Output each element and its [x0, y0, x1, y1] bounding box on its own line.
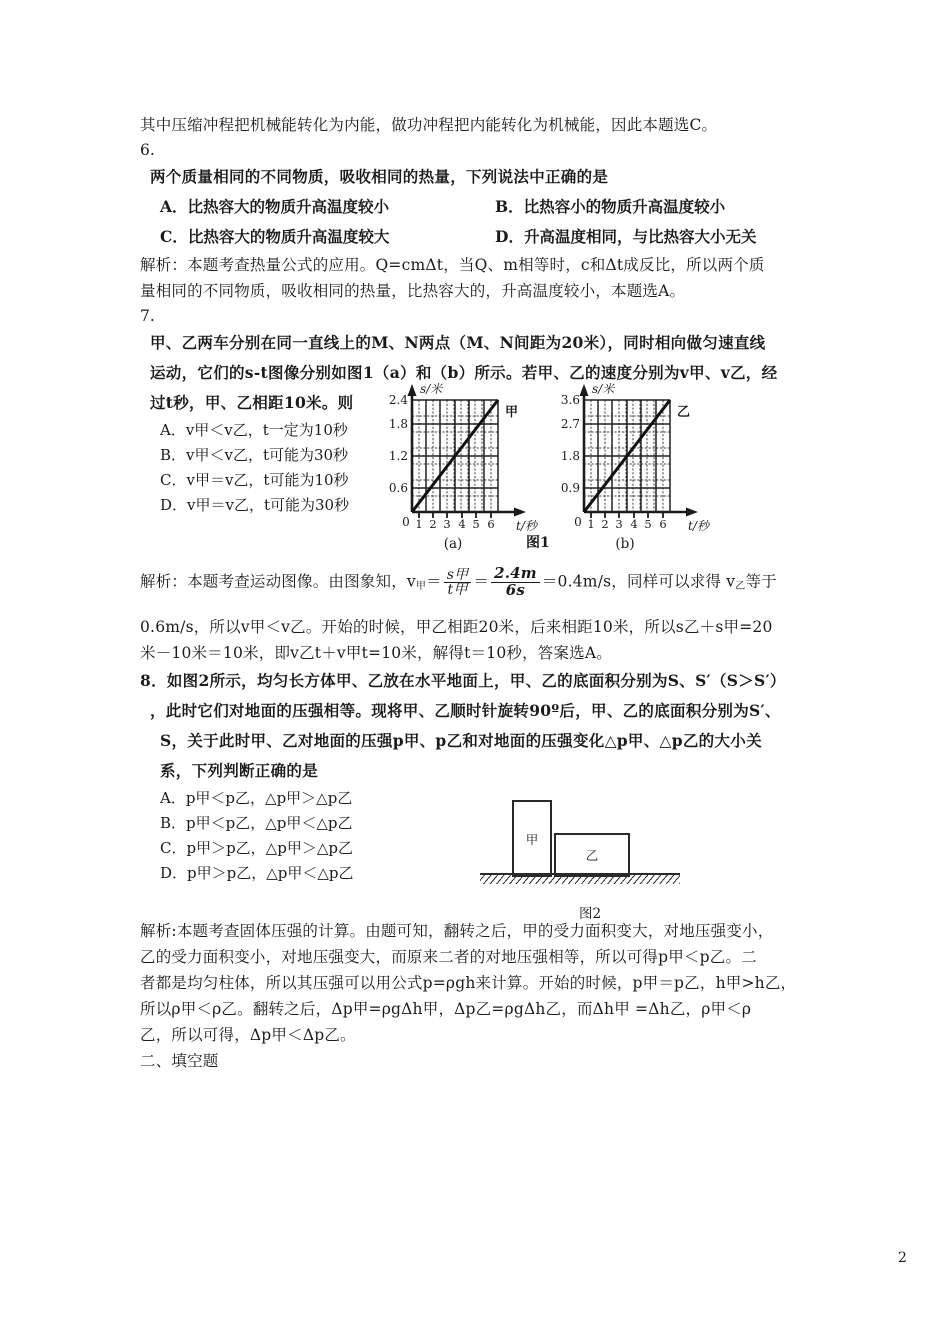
question-8-stem-line-1: 8．如图2所示，均匀长方体甲、乙放在水平地面上，甲、乙的底面积分别为S、S′（S＞S′）	[140, 671, 786, 690]
chart-b-series-label: 乙	[677, 405, 691, 420]
question-8-solution-line-3: 者都是均匀柱体，所以其压强可以用公式p=ρgh来计算。开始的时候，p甲＝p乙，h甲>h乙，	[140, 974, 797, 992]
question-6-solution-line-1: 解析：本题考查热量公式的应用。Q=cmΔt，当Q、m相等时，c和Δt成反比，所以两个质	[140, 256, 765, 274]
q7-eq1: ＝	[426, 572, 442, 591]
svg-text:5: 5	[644, 517, 652, 531]
q7-v-sub-jia: 甲	[415, 581, 427, 592]
question-8-body	[140, 786, 830, 922]
svg-text:1: 1	[415, 517, 423, 531]
chart-a-series-label: 甲	[505, 405, 519, 420]
svg-text:1: 1	[587, 517, 595, 531]
q7-eq2: ＝	[473, 572, 490, 591]
question-7-body	[140, 382, 830, 558]
svg-text:3.6: 3.6	[560, 393, 580, 407]
question-6-option-a[interactable]: A．比热容大的物质升高温度较小	[160, 197, 390, 216]
svg-text:5: 5	[472, 517, 480, 531]
figure-2	[470, 798, 710, 922]
figure-2-block-yi	[554, 833, 630, 877]
question-8-stem-line-4: 系，下列判断正确的是	[160, 761, 319, 780]
svg-text:2.7: 2.7	[560, 417, 580, 431]
question-8-option-b[interactable]: B．p甲＜p乙，△p甲＜△p乙	[160, 814, 353, 832]
figure-2-ground-hatching	[480, 873, 680, 884]
svg-text:1.8: 1.8	[560, 449, 580, 463]
svg-text:6: 6	[659, 517, 667, 531]
svg-text:3: 3	[443, 517, 451, 531]
q7-fraction-denominator-2: 6s	[491, 582, 540, 599]
svg-text:1.8: 1.8	[388, 417, 408, 431]
question-6-option-c[interactable]: C．比热容大的物质升高温度较大	[160, 227, 390, 246]
question-6-stem: 两个质量相同的不同物质，吸收相同的热量，下列说法中正确的是	[150, 167, 609, 186]
chart-b-svg	[540, 380, 710, 538]
q7-fraction-numerator-1: s甲	[446, 566, 469, 583]
page-content	[140, 112, 830, 1074]
figure-2-block-yi-label: 乙	[585, 848, 599, 863]
figure-1	[368, 380, 830, 552]
question-8-stem-line-2: ，此时它们对地面的压强相等。现将甲、乙顺时针旋转90º后，甲、乙的底面积分别为S′、	[150, 701, 781, 720]
question-6-number: 6.	[140, 141, 155, 159]
question-8-solution-line-1: 解析:本题考查固体压强的计算。由题可知，翻转之后，甲的受力面积变大，对地压强变小，	[140, 922, 774, 940]
question-7-options	[140, 418, 395, 518]
q7-fraction-values	[491, 566, 540, 599]
svg-text:6: 6	[487, 517, 495, 531]
question-8-solution-line-2: 乙的受力面积变小，对地压强变大，而原来二者的对地压强相等，所以可得p甲＜p乙。二	[140, 948, 757, 966]
page-number: 2	[898, 1250, 907, 1266]
chart-b	[540, 380, 710, 552]
question-6-options-row-1	[140, 192, 830, 222]
svg-text:0: 0	[574, 515, 582, 529]
question-7-stem-line-1: 甲、乙两车分别在同一直线上的M、N两点（M、N间距为20米），同时相向做匀速直线	[150, 333, 766, 352]
question-8-solution-line-5: 乙，所以可得，Δp甲＜Δp乙。	[140, 1026, 356, 1044]
svg-text:2.4: 2.4	[388, 393, 408, 407]
question-6-solution-line-2: 量相同的不同物质，吸收相同的热量，比热容大的，升高温度较小，本题选A。	[140, 282, 686, 300]
svg-text:4: 4	[630, 517, 638, 531]
chart-a-ylabel: s/米	[420, 382, 443, 396]
figure-1-caption: 图1	[526, 535, 550, 551]
q7-eq3: ＝0.4m/s，同样可以求得 v	[541, 572, 736, 591]
question-7-solution	[140, 566, 830, 600]
svg-text:0.9: 0.9	[560, 481, 580, 495]
question-6-option-b[interactable]: B．比热容小的物质升高温度较小	[495, 197, 726, 216]
q7-fraction-numerator-2: 2.4m	[494, 564, 537, 582]
intro-paragraph: 其中压缩冲程把机械能转化为内能，做功冲程把内能转化为机械能，因此本题选C。	[140, 116, 718, 134]
figure-2-block-jia-label: 甲	[525, 831, 539, 847]
question-7-solution-line-2: 0.6m/s，所以v甲＜v乙。开始的时候，甲乙相距20米，后来相距10米，所以s乙＋s甲=20	[140, 618, 773, 636]
question-7-option-c[interactable]: C．v甲＝v乙，t可能为10秒	[160, 471, 349, 489]
question-8-solution-line-4: 所以ρ甲＜ρ乙。翻转之后，Δp甲=ρgΔh甲，Δp乙=ρgΔh乙，而Δh甲 =Δh乙，ρ甲＜ρ	[140, 1000, 752, 1018]
svg-text:0.6: 0.6	[388, 481, 408, 495]
question-8-options	[140, 786, 420, 886]
chart-b-xlabel: t/秒	[688, 519, 709, 533]
question-7-stem-line-2: 运动，它们的s-t图像分别如图1（a）和（b）所示。若甲、乙的速度分别为v甲、v乙，经	[150, 363, 778, 382]
question-8-option-c[interactable]: C．p甲＞p乙，△p甲＞△p乙	[160, 839, 353, 857]
q7-fraction-denominator-1: t甲	[444, 582, 472, 598]
q7-v-sub-yi: 乙	[735, 581, 746, 592]
chart-a	[368, 380, 538, 552]
section-heading-fill-in-blank: 二、填空题	[140, 1052, 219, 1070]
chart-a-xlabel: t/秒	[516, 519, 537, 533]
svg-text:2: 2	[601, 517, 609, 531]
question-8-option-d[interactable]: D．p甲＞p乙，△p甲＜△p乙	[160, 864, 354, 882]
svg-text:1.2: 1.2	[388, 449, 408, 463]
svg-text:0: 0	[402, 515, 410, 529]
chart-a-caption: (a)	[443, 536, 463, 552]
question-6-options-row-2	[140, 222, 830, 252]
chart-b-caption: (b)	[615, 536, 635, 552]
question-7-solution-line-3: 米－10米＝10米，即v乙t＋v甲t=10米，解得t＝10秒，答案选A。	[140, 644, 612, 662]
question-8-option-a[interactable]: A．p甲＜p乙，△p甲＞△p乙	[160, 789, 353, 807]
figure-2-caption: 图2	[578, 906, 602, 922]
q7-solution-tail: 等于	[745, 572, 777, 591]
chart-a-svg	[368, 380, 538, 538]
figure-2-block-jia	[512, 800, 552, 877]
question-7-number: 7.	[140, 307, 155, 325]
question-7-option-a[interactable]: A．v甲＜v乙，t一定为10秒	[160, 421, 348, 439]
chart-b-ylabel: s/米	[592, 382, 615, 396]
svg-text:2: 2	[429, 517, 437, 531]
q7-fraction-s-over-t	[444, 568, 472, 598]
svg-text:4: 4	[458, 517, 466, 531]
svg-text:3: 3	[615, 517, 623, 531]
question-7-option-d[interactable]: D．v甲＝v乙，t可能为30秒	[160, 496, 350, 514]
question-7-solution-prefix: 解析：本题考查运动图像。由图象知，v	[140, 572, 416, 591]
question-6-option-d[interactable]: D．升高温度相同，与比热容大小无关	[495, 227, 757, 246]
question-8-stem-line-3: S，关于此时甲、乙对地面的压强p甲、p乙和对地面的压强变化△p甲、△p乙的大小关	[160, 731, 762, 750]
question-7-stem-line-3: 过t秒，甲、乙相距10米。则	[150, 393, 354, 412]
question-7-option-b[interactable]: B．v甲＜v乙，t可能为30秒	[160, 446, 349, 464]
